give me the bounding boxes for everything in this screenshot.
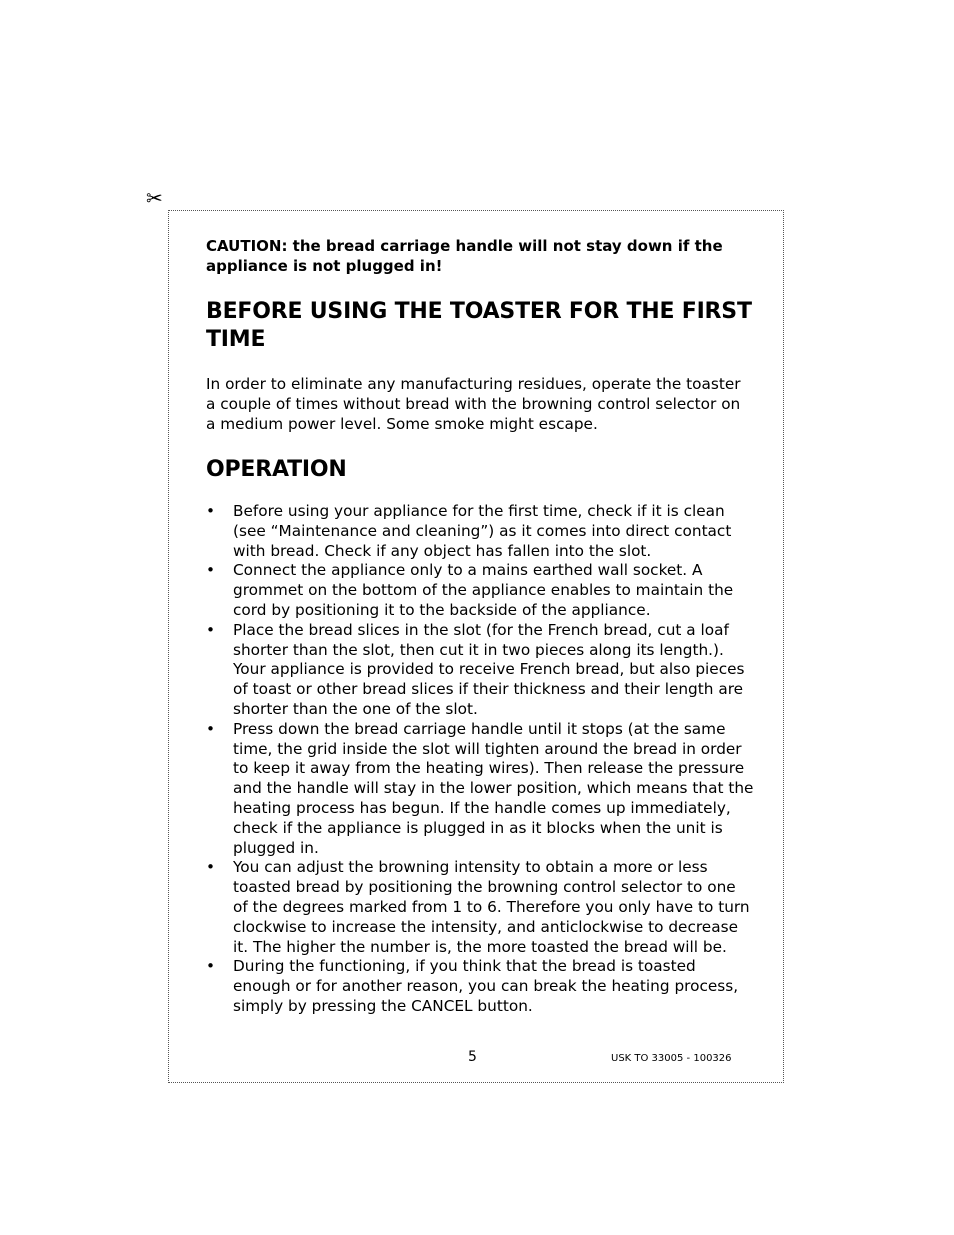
document-code: USK TO 33005 - 100326 <box>611 1053 732 1064</box>
list-item <box>206 858 754 957</box>
section-heading-operation: OPERATION <box>206 457 347 482</box>
bullet-icon: • <box>206 957 216 976</box>
section-text-before-first-use: In order to eliminate any manufacturing residues, operate the toaster a couple of times without bread with the browning control selector on a medium power level. Some smoke might escape. <box>206 375 741 433</box>
page-content <box>206 236 754 1017</box>
list-item-text: During the functioning, if you think that the bread is toasted enough or for another reason, you can break the heating process, simply by pressing the CANCEL button. <box>233 957 739 1015</box>
list-item <box>206 502 754 561</box>
list-item <box>206 561 754 620</box>
caution-note: CAUTION: the bread carriage handle will not stay down if the appliance is not plugged in! <box>206 237 723 275</box>
bullet-icon: • <box>206 502 216 520</box>
list-item <box>206 957 754 1016</box>
list-item-text: Before using your appliance for the first time, check if it is clean (see “Maintenance and cleaning”) as it comes into direct contact with bread. Check if any object has fallen into the slot. <box>233 502 732 560</box>
list-item <box>206 621 754 720</box>
operation-list <box>206 502 754 1017</box>
list-item-text: Press down the bread carriage handle until it stops (at the same time, the grid inside the slot will tighten around the bread in order to keep it away from the heating wires). Then release the pressure and the handle will stay in the lower position, which means that the heating process has begun. If the handle comes up immediately, check if the appliance is plugged in as it blocks when the unit is plugged in. <box>233 719 754 857</box>
section-heading-before-first-use: BEFORE USING THE TOASTER FOR THE FIRST TIME <box>206 299 752 352</box>
list-item-text: Connect the appliance only to a mains earthed wall socket. A grommet on the bottom of the appliance enables to maintain the cord by positioning it to the backside of the appliance. <box>233 561 734 619</box>
bullet-icon: • <box>206 719 216 738</box>
scissors-icon: ✂ <box>146 186 163 210</box>
list-item-text: You can adjust the browning intensity to obtain a more or less toasted bread by positioning the browning control selector to one of the degrees marked from 1 to 6. Therefore you only have to turn clockwise to increase the intensity, and anticlockwise to decrease it. The higher the number is, the more toasted the bread will be. <box>233 858 750 956</box>
page-number: 5 <box>468 1049 477 1065</box>
bullet-icon: • <box>206 561 216 580</box>
list-item <box>206 720 754 859</box>
list-item-text: Place the bread slices in the slot (for the French bread, cut a loaf shorter than the slot, then cut it in two pieces along its length.). Your appliance is provided to receive French bread, but also pieces of toast or other bread slices if their thickness and their length are shorter than the one of the slot. <box>233 620 745 718</box>
bullet-icon: • <box>206 858 216 877</box>
bullet-icon: • <box>206 620 216 639</box>
